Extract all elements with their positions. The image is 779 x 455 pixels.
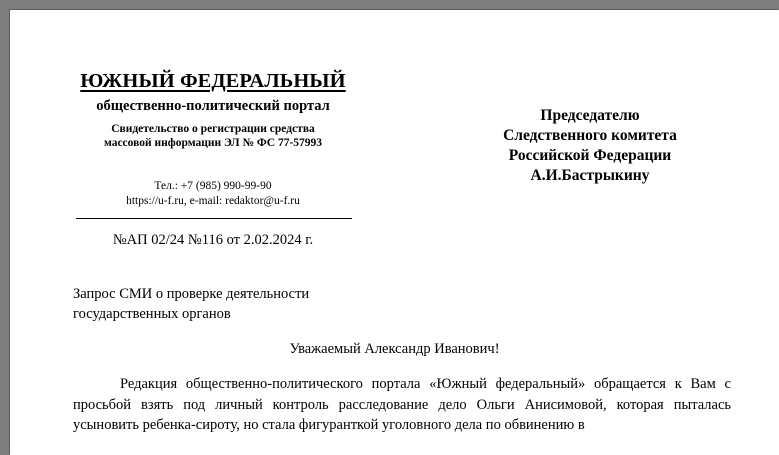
registration-line-1: Свидетельство о регистрации средства	[111, 123, 315, 135]
publication-name: ЮЖНЫЙ ФЕДЕРАЛЬНЫЙ	[80, 70, 346, 92]
recipient-line-4: А.И.Бастрыкину	[530, 167, 650, 184]
recipient-line-1: Председателю	[540, 107, 640, 124]
header-divider	[76, 218, 352, 219]
subject-line-1: Запрос СМИ о проверке деятельности	[73, 286, 310, 302]
recipient-block	[450, 106, 730, 186]
recipient-line-3: Российской Федерации	[508, 147, 672, 164]
greeting: Уважаемый Александр Иванович!	[289, 341, 500, 357]
registration-line-2: массовой информации ЭЛ № ФС 77-57993	[103, 137, 323, 149]
web-email-line: https://u-f.ru, e-mail: redaktor@u-f.ru	[126, 194, 300, 207]
document-page	[10, 10, 779, 455]
registration-certificate	[74, 122, 352, 150]
publication-type: общественно-политический портал	[96, 98, 330, 114]
letter-paragraph: Редакция общественно-политического портала «Южный федеральный» обращается к Вам с просьбой взять под личный контроль расследование дело Ольги Анисимовой, которая пыталась усыновить ребенка-сироту, но стала фигуранткой уголовного дела по обвинению в	[73, 376, 731, 433]
recipient-line-2: Следственного комитета	[503, 127, 677, 144]
contact-block	[74, 179, 352, 208]
reference-number: №АП 02/24 №116 от 2.02.2024 г.	[112, 232, 314, 248]
subject-block	[73, 285, 309, 324]
phone-line: Тел.: +7 (985) 990-99-90	[154, 180, 272, 192]
subject-line-2: государственных органов	[73, 305, 231, 322]
